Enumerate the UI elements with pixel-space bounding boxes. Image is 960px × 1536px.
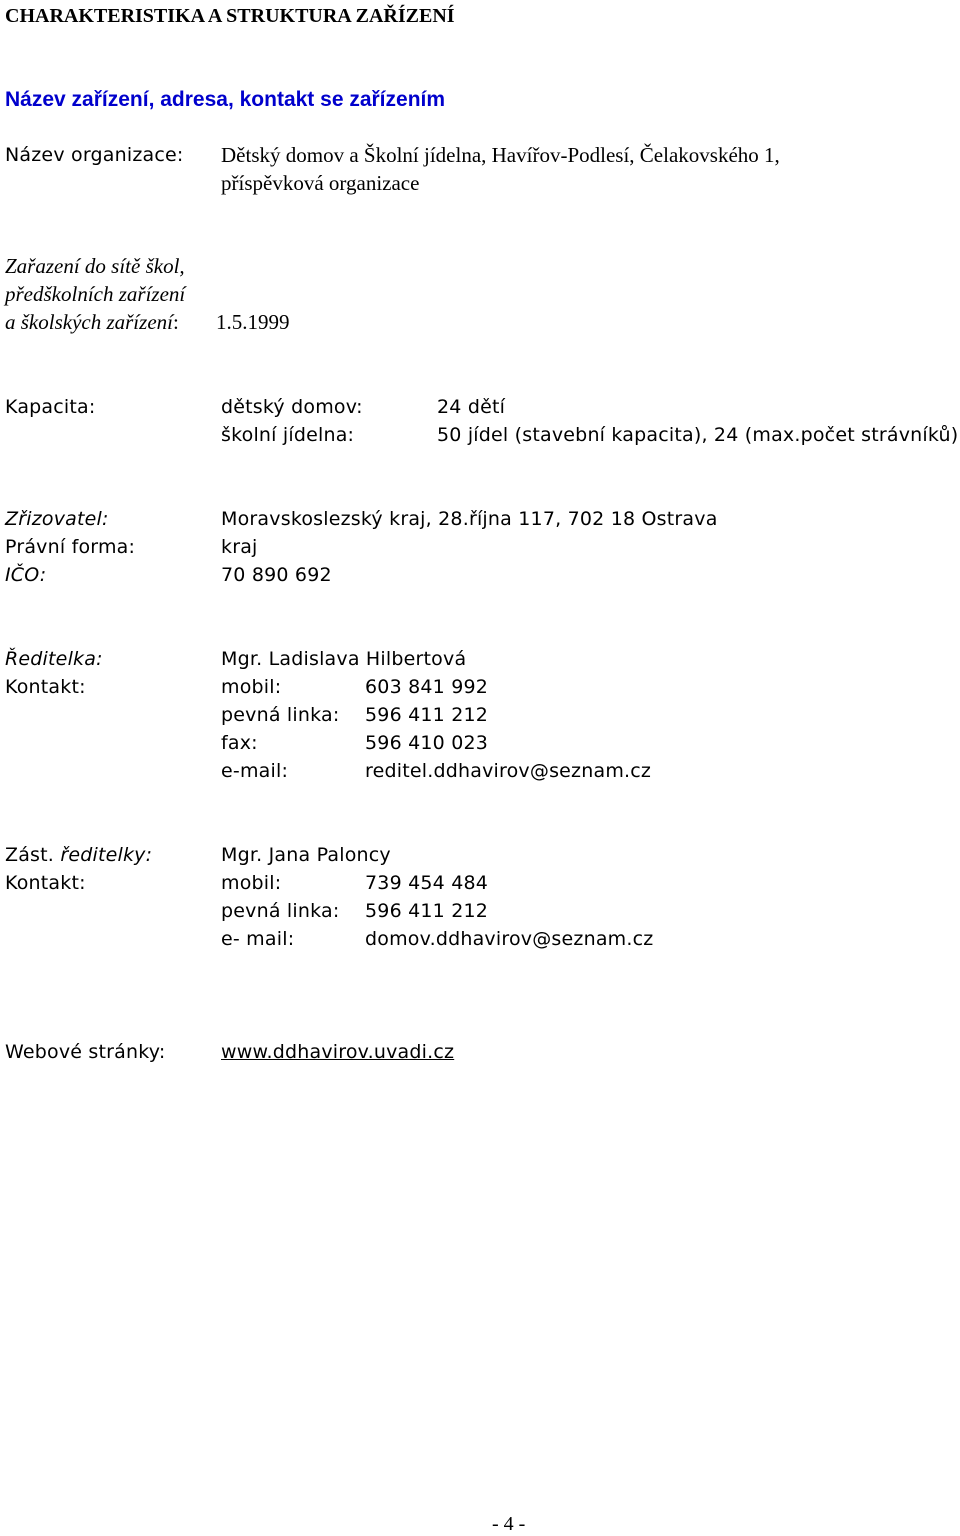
legal-form-value: kraj [221, 536, 258, 558]
network-date: 1.5.1999 [216, 310, 290, 334]
deputy-email-label: e- mail: [221, 928, 295, 950]
capacity-home-value: 24 dětí [437, 396, 506, 418]
website-label: Webové stránky: [5, 1041, 166, 1063]
network-label-line2: předškolních zařízení [5, 282, 186, 306]
deputy-label-prefix: Zást. [5, 844, 55, 866]
director-email-label: e-mail: [221, 760, 289, 782]
organization-name-line2: příspěvková organizace [221, 171, 420, 195]
page-title: CHARAKTERISTIKA A STRUKTURA ZAŘÍZENÍ [5, 5, 455, 27]
director-contact-label: Kontakt: [5, 676, 86, 698]
capacity-canteen-label: školní jídelna: [221, 424, 355, 446]
ico-label: IČO: [5, 564, 47, 586]
capacity-label: Kapacita: [5, 396, 96, 418]
director-mobile-label: mobil: [221, 676, 282, 698]
deputy-label-italic: ředitelky: [60, 844, 153, 866]
deputy-name: Mgr. Jana Paloncy [221, 844, 391, 866]
director-fax-value: 596 410 023 [365, 732, 489, 754]
capacity-home-label: dětský domov: [221, 396, 363, 418]
deputy-mobile-value: 739 454 484 [365, 872, 489, 894]
legal-form-label: Právní forma: [5, 536, 136, 558]
capacity-canteen-value: 50 jídel (stavební kapacita), 24 (max.počet strávníků) [437, 424, 959, 446]
organization-name-line1: Dětský domov a Školní jídelna, Havířov-Podlesí, Čelakovského 1, [221, 143, 780, 167]
organization-label: Název organizace: [5, 144, 184, 166]
deputy-mobile-label: mobil: [221, 872, 282, 894]
director-landline-label: pevná linka: [221, 704, 340, 726]
director-fax-label: fax: [221, 732, 258, 754]
deputy-email-value: domov.ddhavirov@seznam.cz [365, 928, 654, 950]
network-label-colon: : [172, 310, 179, 334]
founder-value: Moravskoslezský kraj, 28.října 117, 702 18 Ostrava [221, 508, 718, 530]
network-label-line1: Zařazení do sítě škol, [5, 254, 185, 278]
founder-label: Zřizovatel: [5, 508, 109, 530]
director-mobile-value: 603 841 992 [365, 676, 489, 698]
deputy-label [5, 843, 152, 867]
website-link[interactable]: www.ddhavirov.uvadi.cz [221, 1041, 455, 1063]
deputy-contact-label: Kontakt: [5, 872, 86, 894]
network-label-text: a školských zařízení [5, 310, 173, 334]
ico-value: 70 890 692 [221, 564, 332, 586]
network-label-line3 [5, 310, 179, 334]
deputy-landline-value: 596 411 212 [365, 900, 489, 922]
deputy-landline-label: pevná linka: [221, 900, 340, 922]
director-email-value: reditel.ddhavirov@seznam.cz [365, 760, 652, 782]
director-name: Mgr. Ladislava Hilbertová [221, 648, 467, 670]
director-landline-value: 596 411 212 [365, 704, 489, 726]
page-number: - 4 - [492, 1513, 526, 1535]
section-subheading: Název zařízení, adresa, kontakt se zařízením [5, 88, 446, 111]
director-label: Ředitelka: [5, 648, 103, 670]
